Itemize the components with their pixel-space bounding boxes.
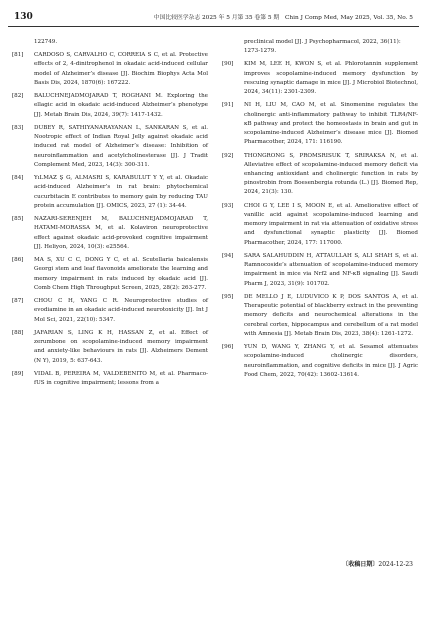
received-date-label: 〔收稿日期〕 — [342, 561, 379, 568]
reference-item — [222, 101, 418, 147]
reference-text: YUN D, WANG Y, ZHANG Y, et al. Sesamol attenuates scopolamine-induced cholinergic disorders, neuroinflammation, and cognitive deficits in mice [J]. J Agric Food Chem, 2022, 70(42): 13602-13614. — [244, 344, 418, 378]
reference-number: [89] — [12, 371, 24, 377]
reference-list-right — [222, 60, 418, 380]
reference-text: KIM M, LEE H, KWON S, et al. Phlorotannin supplement improves scopolamine-induced memory dysfunction by rescuing synaptic damage in mice [J]. J Microbiol Biotechnol, 2024, 34(11): 2301-2309. — [244, 61, 418, 96]
reference-item — [12, 174, 208, 211]
reference-number: [96] — [222, 344, 234, 351]
received-date — [342, 560, 413, 570]
reference-number: [93] — [222, 202, 234, 209]
reference-number: [82] — [12, 93, 24, 100]
reference-text: THONGRONG S, PROMSRISUK T, SRIRAKSA N, et al. Alleviative effect of scopolamine-induced memory deficit via enhancing antioxidant and cholinergic function in rats by pinostrobin from Boesenbergia rotunda (L.) [J]. Biomed Rep, 2024, 21(3): 130. — [244, 152, 418, 196]
reference-text: DE MELLO J E, LUDUVICO K P, DOS SANTOS A, et al. Therapeutic potential of blackberry extract in the preventing memory deficits and neurochemical alterations in the cerebral cortex, hippocampus and cerebellum of a rat model with Amnesia [J]. Metab Brain Dis, 2023, 38(4): 1261-1272. — [244, 294, 418, 337]
reference-item — [12, 329, 208, 366]
reference-number: [85] — [12, 216, 24, 223]
reference-number: [86] — [12, 257, 24, 264]
reference-list-left — [12, 51, 208, 388]
left-column — [12, 38, 208, 393]
reference-text: VIDAL B, PEREIRA M, VALDEBENITO M, et al. Pharmaco-fUS in cognitive impairment; lessons from a — [34, 371, 208, 387]
reference-number: [92] — [222, 152, 234, 159]
reference-number: [84] — [12, 175, 24, 182]
reference-item — [222, 293, 418, 339]
reference-text: JAFARIAN S, LING K H, HASSAN Z, et al. Effect of zerumbone on scopolamine-induced memory impairment and anxiety-like behaviours in rats [J]. Alzheimers Dement (N Y), 2019, 5: 637-643. — [34, 330, 208, 364]
page-header — [8, 12, 419, 27]
reference-number: [95] — [222, 294, 234, 301]
reference-number: [91] — [222, 102, 234, 109]
reference-number: [94] — [222, 253, 234, 260]
reference-text: CHOI G Y, LEE I S, MOON E, et al. Ameliorative effect of vanillic acid against scopolamine-induced learning and memory impairment in rat via attenuation of oxidative stress and dysfunctional synaptic plasticity [J]. Biomed Pharmacother, 2024, 177: 117000. — [244, 202, 418, 246]
reference-text: BALUCHNEJADMOJARAD T, ROGHANI M. Exploring the ellagic acid in okadaic acid-induced Alzheimer’s phenotype [J]. Metab Brain Dis, 2024, 39(7): 1417-1432. — [34, 93, 208, 118]
reference-text: DUBEY R, SATHIYANARAYANAN L, SANKARAN S, et al. Nootropic effect of Indian Royal Jelly against okadaic acid induced rat model of Alzheimer’s disease: Inhibition of neuroinflammation and acetylcholinesterase [J]. J Tradit Complement Med, 2023, 14(3): 300-311. — [34, 125, 208, 168]
reference-text: MA S, XU C C, DONG Y C, et al. Scutellaria baicalensis Georgi stem and leaf flavonoids ameliorate the learning and memory impairment in rats induced by okadaic acid [J]. Comb Chem High Throughput Screen, 2025, 28(2): 263-277. — [34, 257, 208, 291]
reference-text: SARA SALAHUDDIN H, ATTAULLAH S, ALI SHAH S, et al. Ramnocoside’s attenuation of scopolamine-induced memory impairment in mice via Nrf2 and NF-κB signaling [J]. Saudi Pharm J, 2023, 31(9): 101702. — [244, 253, 418, 287]
reference-text: CARDOSO S, CARVALHO C, CORREIA S C, et al. Protective effects of 2, 4-dinitrophenol in okadaic acid-induced cellular model of Alzheimer’s disease [J]. Biochim Biophys Acta Mol Basis Dis, 2024, 1870(6): 167222. — [34, 52, 208, 86]
reference-item — [12, 215, 208, 252]
reference-item — [222, 252, 418, 289]
reference-item — [222, 202, 418, 248]
reference-continuation: 122749. — [34, 39, 58, 45]
reference-item — [222, 343, 418, 380]
reference-text: NI H, LIU M, CAO M, et al. Sinomenine regulates the cholinergic anti-inflammatory pathway to inhibit TLR4/NF-κB pathway and protect the homeostasis in brain and gut in scopolamine-induced Alzheimer’s disease mice [J]. Biomed Pharmacother, 2024, 171: 116190. — [244, 102, 418, 146]
reference-item — [222, 60, 418, 97]
reference-text: NAZARI-SERENJEH M, BALUCHNEJADMOJARAD T, HATAMI-MORASSA M, et al. Kolaviron neuroprotective effect against okadaic acid-provoked cognitive impairment [J]. Heliyon, 2024, 10(3): e25564. — [34, 216, 208, 250]
reference-item — [12, 92, 208, 120]
reference-text: CHOU C H, YANG C R. Neuroprotective studies of evodiamine in an okadaic acid-induced neurotoxicity [J]. Int J Mol Sci, 2021, 22(10): 5347. — [34, 298, 208, 323]
page-number: 130 — [14, 12, 33, 22]
reference-number: [90] — [222, 61, 234, 68]
reference-item — [12, 51, 208, 88]
journal-running-head: 中国比较医学杂志 2025 年 5 月第 35 卷第 5 期 Chin J Comp Med, May 2025, Vol. 35, No. 5 — [153, 15, 413, 21]
reference-number: [81] — [12, 52, 24, 59]
reference-number: [83] — [12, 125, 24, 131]
reference-item — [12, 124, 208, 170]
reference-item — [12, 370, 208, 388]
right-column — [222, 38, 418, 384]
reference-item — [12, 297, 208, 325]
reference-continuation-line-1: preclinical model [J]. J Psychopharmacol, 2022, 36(11): — [244, 39, 401, 45]
reference-text: YıLMAZ Ş G, ALMASRI S, KARABULUT Y Y, et al. Okadaic acid-induced Alzheimer’s in rat brain: phytochemical cucurbitacin E contributes to memory gain by reducing TAU protein accumulation [J]. OMICS, 2023, 27 (1): 34-44. — [34, 175, 208, 209]
reference-item — [222, 152, 418, 198]
reference-number: [87] — [12, 298, 24, 305]
reference-number: [88] — [12, 330, 24, 336]
reference-item — [12, 256, 208, 293]
reference-continuation-line-2: 1273-1279. — [244, 48, 277, 55]
received-date-value: 2024-12-23 — [378, 561, 413, 568]
